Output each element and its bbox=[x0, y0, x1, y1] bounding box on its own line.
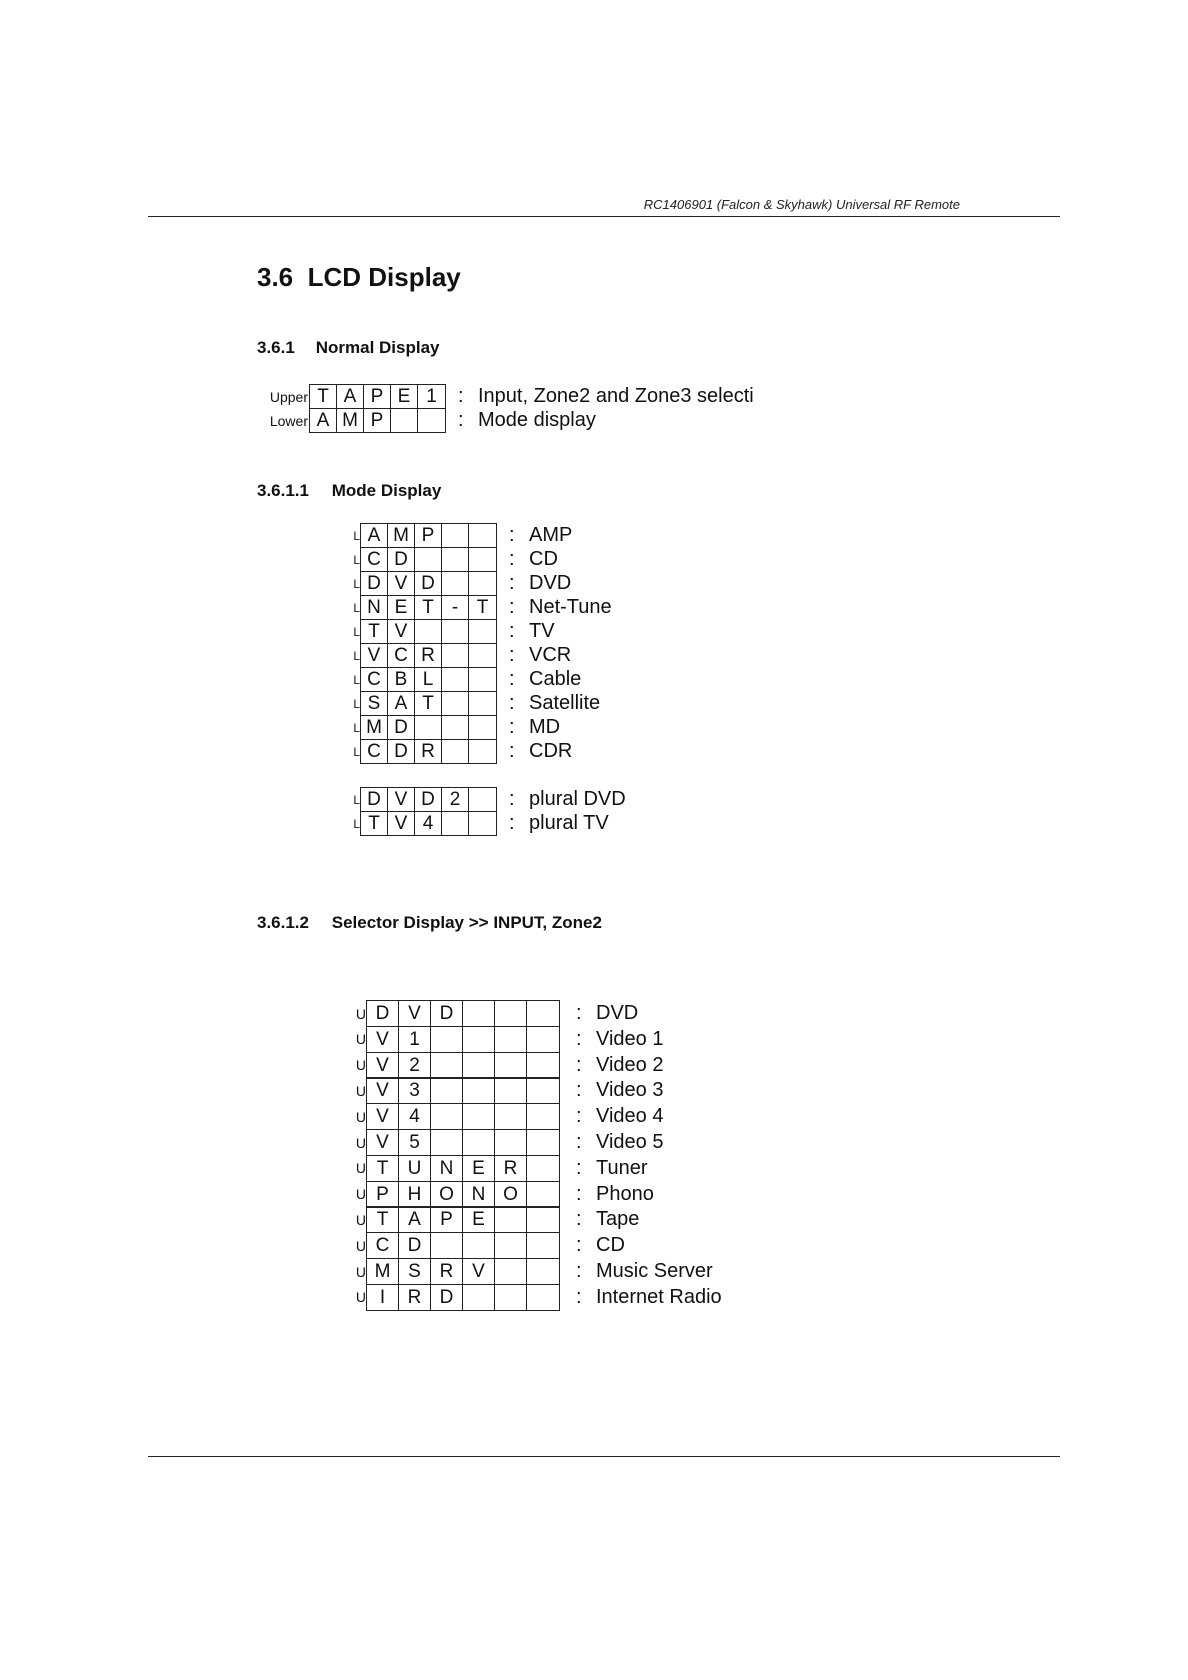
separator: : bbox=[576, 1131, 582, 1153]
row-label: L bbox=[353, 816, 360, 831]
lcd-cell bbox=[495, 1233, 527, 1258]
lcd-cell: R bbox=[415, 644, 442, 667]
lcd-cell: N bbox=[361, 596, 388, 619]
lcd-row bbox=[360, 571, 497, 596]
lcd-cell: E bbox=[463, 1156, 495, 1181]
lcd-cell bbox=[469, 812, 496, 835]
mode-display-number: 3.6.1.1 bbox=[257, 481, 309, 500]
lcd-cell: E bbox=[388, 596, 415, 619]
lcd-cell: P bbox=[364, 385, 391, 408]
lcd-cell bbox=[442, 668, 469, 691]
lcd-cell bbox=[442, 572, 469, 595]
lcd-row bbox=[360, 739, 497, 764]
lcd-row bbox=[309, 384, 446, 409]
lcd-cell: E bbox=[391, 385, 418, 408]
lcd-cell bbox=[442, 692, 469, 715]
lcd-cell bbox=[527, 1259, 559, 1284]
lcd-cell: R bbox=[495, 1156, 527, 1181]
separator: : bbox=[458, 385, 464, 407]
lcd-cell: 3 bbox=[399, 1078, 431, 1103]
lcd-cell: T bbox=[476, 597, 489, 618]
separator: : bbox=[576, 1027, 582, 1050]
selector-display-row bbox=[354, 1052, 663, 1079]
section-title: LCD Display bbox=[307, 262, 461, 292]
lcd-cell: V bbox=[367, 1027, 399, 1052]
separator: : bbox=[576, 1079, 582, 1102]
row-description: Mode display bbox=[478, 409, 596, 431]
lcd-row bbox=[360, 787, 497, 812]
separator: : bbox=[458, 409, 464, 431]
lcd-cell bbox=[527, 1027, 559, 1052]
mode-display-title: Mode Display bbox=[331, 481, 442, 500]
row-description: CDR bbox=[529, 740, 573, 762]
row-description: Net-Tune bbox=[529, 596, 612, 618]
row-description: Video 4 bbox=[596, 1105, 664, 1128]
row-label: L bbox=[353, 744, 360, 759]
lcd-cell: U bbox=[399, 1156, 431, 1181]
lcd-cell: L bbox=[415, 668, 442, 691]
lcd-cell: D bbox=[399, 1233, 431, 1258]
row-label: U bbox=[355, 1186, 366, 1203]
lcd-cell: V bbox=[388, 572, 415, 595]
lcd-row bbox=[360, 643, 497, 668]
lcd-cell bbox=[431, 1104, 463, 1129]
lcd-cell: C bbox=[367, 1233, 399, 1258]
lcd-cell bbox=[495, 1207, 527, 1232]
lcd-cell bbox=[495, 1285, 527, 1310]
lcd-cell: P bbox=[364, 409, 391, 432]
lcd-cell bbox=[463, 1130, 495, 1155]
lcd-cell bbox=[469, 644, 496, 667]
lcd-row bbox=[360, 691, 497, 716]
mode-display-heading bbox=[257, 481, 441, 501]
row-description: Internet Radio bbox=[596, 1285, 722, 1308]
lcd-row bbox=[366, 1026, 560, 1053]
lcd-cell: 4 bbox=[399, 1104, 431, 1129]
normal-display-title: Normal Display bbox=[315, 338, 440, 357]
lcd-row bbox=[366, 1284, 560, 1311]
selector-display-number: 3.6.1.2 bbox=[257, 913, 309, 932]
separator: : bbox=[509, 644, 515, 666]
lcd-cell bbox=[431, 1130, 463, 1155]
separator: : bbox=[509, 596, 515, 618]
lcd-cell bbox=[469, 620, 496, 643]
lcd-cell bbox=[495, 1053, 527, 1078]
selector-display-row bbox=[354, 1284, 722, 1311]
row-label: L bbox=[353, 720, 360, 735]
lcd-cell: - bbox=[442, 596, 469, 619]
lcd-cell: 1 bbox=[399, 1027, 431, 1052]
lcd-row bbox=[366, 1129, 560, 1156]
mode-display-row bbox=[348, 667, 581, 692]
row-label: U bbox=[355, 1005, 366, 1022]
lcd-row bbox=[366, 1258, 560, 1285]
section-number: 3.6 bbox=[257, 262, 294, 292]
row-description: Cable bbox=[529, 668, 582, 690]
selector-display-row bbox=[354, 1206, 639, 1233]
row-label: L bbox=[353, 648, 360, 663]
separator: : bbox=[509, 668, 515, 690]
lcd-cell: E bbox=[463, 1207, 495, 1232]
lcd-cell: A bbox=[361, 524, 388, 547]
lcd-cell: N bbox=[463, 1182, 495, 1207]
lcd-row bbox=[366, 1206, 560, 1233]
lcd-cell bbox=[391, 409, 418, 432]
lcd-row bbox=[366, 1103, 560, 1130]
header-rule bbox=[148, 216, 1060, 217]
selector-display-row bbox=[354, 1077, 663, 1104]
lcd-cell bbox=[431, 1233, 463, 1258]
lcd-cell: C bbox=[388, 644, 415, 667]
mode-display-row bbox=[348, 571, 571, 596]
separator: : bbox=[509, 620, 515, 642]
row-label: U bbox=[355, 1108, 366, 1125]
lcd-cell bbox=[527, 1207, 559, 1232]
lcd-cell bbox=[442, 524, 469, 547]
lcd-row bbox=[366, 1052, 560, 1079]
lcd-cell bbox=[527, 1078, 559, 1103]
row-description: AMP bbox=[529, 524, 573, 546]
row-description: VCR bbox=[529, 644, 572, 666]
lcd-cell: V bbox=[388, 620, 415, 643]
row-label: L bbox=[353, 696, 360, 711]
row-description: Video 3 bbox=[596, 1079, 664, 1102]
lcd-cell: C bbox=[361, 668, 388, 691]
separator: : bbox=[576, 1105, 582, 1128]
lcd-cell bbox=[431, 1053, 463, 1078]
lcd-cell bbox=[495, 1104, 527, 1129]
selector-display-row bbox=[354, 1258, 713, 1285]
separator: : bbox=[576, 1182, 582, 1205]
lcd-row bbox=[360, 667, 497, 692]
mode-display-row bbox=[348, 643, 571, 668]
separator: : bbox=[576, 1260, 582, 1282]
row-label: U bbox=[355, 1160, 366, 1177]
separator: : bbox=[576, 1234, 582, 1257]
lcd-cell: D bbox=[361, 788, 388, 811]
lcd-cell bbox=[442, 644, 469, 667]
separator: : bbox=[509, 788, 515, 810]
lcd-cell bbox=[527, 1233, 559, 1258]
lcd-cell bbox=[431, 1078, 463, 1103]
separator: : bbox=[576, 1053, 582, 1076]
lcd-cell: T bbox=[361, 812, 388, 835]
lcd-cell bbox=[442, 620, 469, 643]
lcd-cell bbox=[469, 572, 496, 595]
row-description: DVD bbox=[596, 1002, 639, 1024]
row-description: MD bbox=[529, 716, 561, 738]
lcd-cell: V bbox=[367, 1130, 399, 1155]
lcd-cell bbox=[527, 1130, 559, 1155]
lcd-cell bbox=[463, 1104, 495, 1129]
separator: : bbox=[576, 1002, 582, 1024]
mode-display-row bbox=[348, 715, 560, 740]
lcd-cell bbox=[431, 1027, 463, 1052]
lcd-row bbox=[366, 1181, 560, 1208]
lcd-cell bbox=[527, 1053, 559, 1078]
lcd-cell: B bbox=[388, 668, 415, 691]
lcd-cell bbox=[469, 668, 496, 691]
mode-display-row bbox=[348, 595, 612, 620]
lcd-cell: 5 bbox=[399, 1130, 431, 1155]
lcd-cell bbox=[495, 1259, 527, 1284]
row-label: L bbox=[353, 792, 360, 807]
row-label: U bbox=[355, 1134, 366, 1151]
separator: : bbox=[509, 524, 515, 546]
selector-display-row bbox=[354, 1232, 625, 1259]
lcd-cell: T bbox=[310, 385, 337, 408]
lcd-row bbox=[309, 408, 446, 433]
lcd-cell bbox=[469, 740, 496, 763]
row-description: Video 1 bbox=[596, 1027, 664, 1050]
row-label: U bbox=[355, 1031, 366, 1048]
mode-display-row bbox=[348, 739, 572, 764]
lcd-row bbox=[360, 595, 497, 620]
lcd-cell bbox=[469, 788, 496, 811]
lcd-cell: S bbox=[399, 1259, 431, 1284]
lcd-cell: D bbox=[388, 740, 415, 763]
lcd-cell: T bbox=[367, 1156, 399, 1181]
lcd-cell: N bbox=[431, 1156, 463, 1181]
row-description: Video 5 bbox=[596, 1131, 664, 1153]
lcd-cell: D bbox=[431, 1285, 463, 1310]
mode-display-row bbox=[348, 523, 572, 548]
separator: : bbox=[509, 716, 515, 738]
lcd-cell bbox=[495, 1027, 527, 1052]
lcd-cell: V bbox=[463, 1259, 495, 1284]
section-heading bbox=[257, 262, 461, 293]
row-description: plural TV bbox=[529, 812, 609, 834]
lcd-row bbox=[360, 523, 497, 548]
lcd-cell: T bbox=[361, 620, 388, 643]
mode-display-row bbox=[348, 619, 555, 644]
separator: : bbox=[509, 812, 515, 834]
lcd-cell bbox=[442, 548, 469, 571]
row-label: Lower bbox=[269, 412, 308, 429]
row-label: U bbox=[355, 1057, 366, 1074]
row-description: TV bbox=[529, 620, 555, 642]
lcd-cell bbox=[415, 620, 442, 643]
lcd-cell bbox=[527, 1104, 559, 1129]
row-label: L bbox=[353, 672, 360, 687]
lcd-cell: T bbox=[415, 692, 442, 715]
footer-rule bbox=[148, 1456, 1060, 1457]
lcd-cell: 2 bbox=[399, 1053, 431, 1078]
lcd-cell: A bbox=[388, 692, 415, 715]
lcd-cell: V bbox=[367, 1053, 399, 1078]
selector-display-heading bbox=[257, 913, 602, 933]
lcd-row bbox=[360, 811, 497, 836]
separator: : bbox=[509, 692, 515, 714]
lcd-cell: V bbox=[388, 812, 415, 835]
lcd-cell: I bbox=[367, 1285, 399, 1310]
lcd-cell bbox=[463, 1285, 495, 1310]
row-description: Video 2 bbox=[596, 1053, 664, 1076]
normal-display-row bbox=[264, 384, 754, 409]
lcd-cell: A bbox=[399, 1207, 431, 1232]
lcd-cell: R bbox=[399, 1285, 431, 1310]
lcd-cell: P bbox=[367, 1182, 399, 1207]
normal-display-heading bbox=[257, 338, 440, 358]
mode-display-row bbox=[348, 547, 558, 572]
lcd-cell: P bbox=[431, 1207, 463, 1232]
selector-display-row bbox=[354, 1155, 648, 1182]
row-label: L bbox=[353, 576, 360, 591]
mode-display-plural-row bbox=[348, 787, 626, 812]
lcd-cell: D bbox=[431, 1001, 463, 1026]
mode-display-plural-row bbox=[348, 811, 609, 836]
selector-display-title: Selector Display >> INPUT, Zone2 bbox=[331, 913, 602, 932]
lcd-cell: D bbox=[415, 572, 442, 595]
row-description: plural DVD bbox=[529, 788, 626, 810]
lcd-cell: M bbox=[361, 716, 388, 739]
row-description: DVD bbox=[529, 572, 572, 594]
lcd-cell bbox=[442, 812, 469, 835]
selector-display-row bbox=[354, 1181, 654, 1208]
lcd-cell bbox=[469, 548, 496, 571]
normal-display-row bbox=[264, 408, 596, 433]
lcd-cell: M bbox=[388, 524, 415, 547]
row-label: L bbox=[353, 528, 360, 543]
lcd-cell bbox=[469, 692, 496, 715]
lcd-cell bbox=[527, 1182, 559, 1207]
lcd-cell bbox=[469, 716, 496, 739]
selector-display-row bbox=[354, 1026, 663, 1053]
selector-display-row bbox=[354, 1000, 638, 1027]
selector-display-row bbox=[354, 1129, 663, 1156]
lcd-row bbox=[360, 547, 497, 572]
lcd-cell: D bbox=[367, 1001, 399, 1026]
separator: : bbox=[509, 572, 515, 594]
separator: : bbox=[509, 548, 515, 570]
lcd-cell: A bbox=[337, 385, 364, 408]
lcd-row bbox=[360, 715, 497, 740]
lcd-row bbox=[366, 1000, 560, 1027]
row-description: CD bbox=[596, 1234, 625, 1257]
lcd-cell: V bbox=[367, 1078, 399, 1103]
lcd-cell: V bbox=[367, 1104, 399, 1129]
lcd-cell: V bbox=[388, 788, 415, 811]
lcd-cell: O bbox=[431, 1182, 463, 1207]
row-description: Music Server bbox=[596, 1260, 713, 1282]
row-label: L bbox=[353, 552, 360, 567]
lcd-cell: C bbox=[361, 548, 388, 571]
row-description: Tape bbox=[596, 1208, 640, 1231]
row-label: Upper bbox=[269, 388, 308, 405]
row-description: CD bbox=[529, 548, 558, 570]
lcd-cell: D bbox=[388, 548, 415, 571]
lcd-cell bbox=[442, 716, 469, 739]
lcd-row bbox=[366, 1155, 560, 1182]
lcd-row bbox=[360, 619, 497, 644]
normal-display-number: 3.6.1 bbox=[257, 338, 295, 357]
lcd-cell bbox=[415, 548, 442, 571]
lcd-cell bbox=[527, 1285, 559, 1310]
lcd-cell: 4 bbox=[415, 812, 442, 835]
row-description: Satellite bbox=[529, 692, 601, 714]
lcd-cell: R bbox=[415, 740, 442, 763]
row-label: L bbox=[353, 624, 360, 639]
lcd-cell: S bbox=[361, 692, 388, 715]
row-label: U bbox=[355, 1237, 366, 1254]
lcd-cell: T bbox=[415, 596, 442, 619]
lcd-cell bbox=[469, 524, 496, 547]
lcd-cell: C bbox=[361, 740, 388, 763]
separator: : bbox=[576, 1156, 582, 1179]
lcd-cell: D bbox=[388, 716, 415, 739]
lcd-cell: T bbox=[367, 1207, 399, 1232]
lcd-cell: A bbox=[310, 409, 337, 432]
lcd-cell bbox=[495, 1078, 527, 1103]
lcd-cell: P bbox=[415, 524, 442, 547]
lcd-cell bbox=[527, 1001, 559, 1026]
lcd-cell: 2 bbox=[442, 788, 469, 811]
lcd-cell bbox=[495, 1130, 527, 1155]
row-description: Phono bbox=[596, 1182, 654, 1205]
lcd-cell bbox=[527, 1156, 559, 1181]
row-label: U bbox=[355, 1289, 366, 1306]
lcd-cell bbox=[463, 1233, 495, 1258]
lcd-cell: O bbox=[495, 1182, 527, 1207]
selector-display-row bbox=[354, 1103, 663, 1130]
row-label: U bbox=[355, 1263, 366, 1280]
lcd-cell bbox=[463, 1001, 495, 1026]
lcd-row bbox=[366, 1232, 560, 1259]
lcd-cell bbox=[415, 716, 442, 739]
row-description: Tuner bbox=[596, 1156, 648, 1179]
lcd-cell bbox=[418, 409, 445, 432]
row-label: L bbox=[353, 600, 360, 615]
mode-display-row bbox=[348, 691, 600, 716]
lcd-cell bbox=[463, 1078, 495, 1103]
row-description: Input, Zone2 and Zone3 selecti bbox=[478, 385, 754, 407]
lcd-cell bbox=[495, 1001, 527, 1026]
row-label: U bbox=[355, 1211, 366, 1228]
lcd-cell: D bbox=[415, 788, 442, 811]
lcd-cell: R bbox=[431, 1259, 463, 1284]
row-label: U bbox=[355, 1082, 366, 1099]
lcd-cell bbox=[463, 1027, 495, 1052]
lcd-cell: M bbox=[367, 1259, 399, 1284]
lcd-cell: 1 bbox=[426, 386, 437, 407]
separator: : bbox=[576, 1285, 582, 1308]
lcd-row bbox=[366, 1077, 560, 1104]
lcd-cell: V bbox=[361, 644, 388, 667]
running-header: RC1406901 (Falcon & Skyhawk) Universal RF Remote bbox=[643, 197, 960, 212]
separator: : bbox=[509, 740, 515, 762]
separator: : bbox=[576, 1208, 582, 1231]
lcd-cell: H bbox=[399, 1182, 431, 1207]
lcd-cell: V bbox=[399, 1001, 431, 1026]
lcd-cell bbox=[463, 1053, 495, 1078]
lcd-cell bbox=[442, 740, 469, 763]
lcd-cell: M bbox=[337, 409, 364, 432]
lcd-cell: D bbox=[361, 572, 388, 595]
